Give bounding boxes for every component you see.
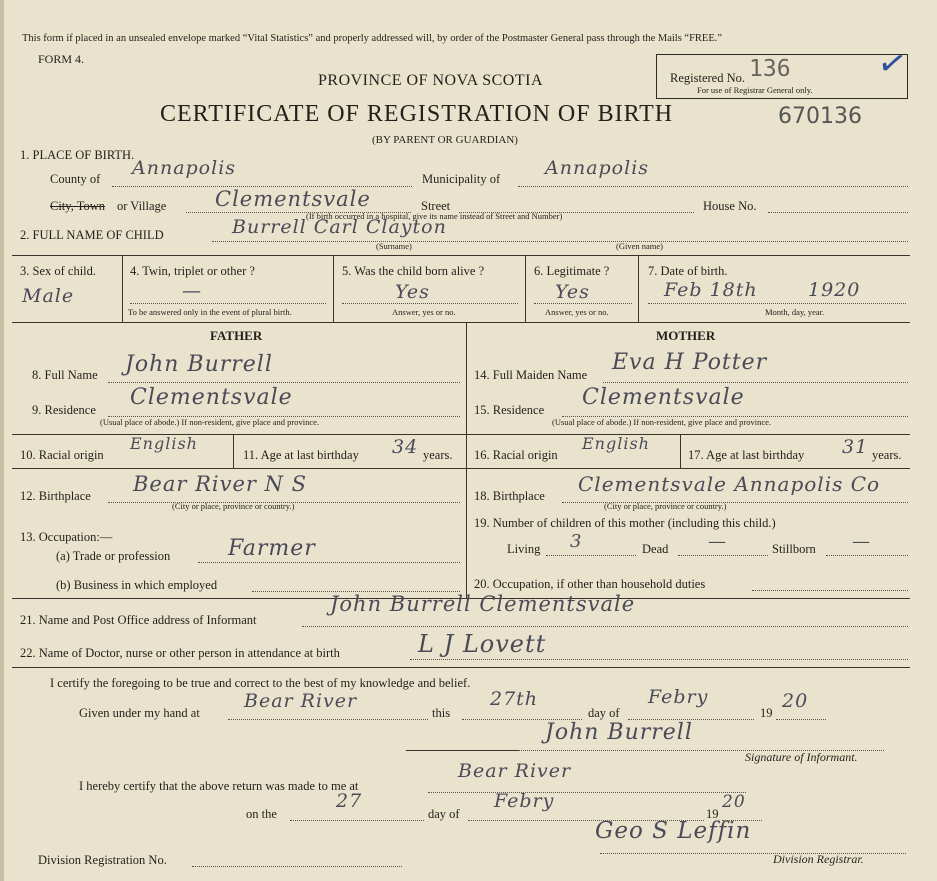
child-name-label: 2. FULL NAME OF CHILD (20, 228, 164, 242)
mother-residence-note: (Usual place of abode.) If non-resident, give place and province. (552, 417, 772, 427)
street-label: Street (421, 199, 451, 213)
registered-label: Registered No. (670, 71, 745, 85)
occupation-label: 13. Occupation:— (20, 530, 113, 544)
title-number: 670136 (778, 104, 862, 129)
doctor-value: L J Lovett (418, 630, 547, 658)
date-of-birth-label: 7. Date of birth. (648, 264, 728, 278)
registrar-signature: Geo S Leffin (595, 818, 752, 844)
province-heading: PROVINCE OF NOVA SCOTIA (318, 72, 544, 89)
mother-name-value: Eva H Potter (612, 350, 768, 375)
date-of-birth-value: Feb 18th (664, 279, 758, 301)
registrar-only-note: For use of Registrar General only. (697, 85, 813, 95)
hospital-note: (If birth occurred in a hospital, give its name instead of Street and Number) (306, 211, 563, 221)
postal-notice: This form if placed in an unsealed envelope marked “Vital Statistics” and properly addressed will, by order of the Postmaster General pass through the Mails “FREE.” (22, 33, 723, 44)
given-year-value: 20 (782, 690, 809, 712)
legitimate-label: 6. Legitimate ? (534, 264, 610, 278)
father-name-label: 8. Full Name (32, 368, 98, 382)
given-under-label: Given under my hand at (79, 706, 200, 720)
date-of-birth-note: Month, day, year. (765, 307, 825, 317)
father-age-label: 11. Age at last birthday (243, 448, 359, 462)
division-registrar-label: Division Registrar. (773, 852, 864, 866)
father-race-value: English (130, 434, 198, 453)
registration-month-value: Febry (494, 790, 555, 812)
mother-age-value: 31 (842, 436, 869, 458)
certify-text: I certify the foregoing to be true and correct to the best of my knowledge and belief. (50, 676, 471, 690)
city-town-label: City, Town (50, 199, 106, 213)
twin-note: To be answered only in the event of plural birth. (128, 307, 292, 317)
county-label: County of (50, 172, 101, 186)
informant-signature: John Burrell (545, 720, 693, 745)
father-birthplace-label: 12. Birthplace (20, 489, 91, 503)
father-birthplace-value: Bear River N S (133, 472, 308, 496)
father-birthplace-note: (City or place, province or country.) (172, 501, 295, 511)
surname-note: (Surname) (376, 241, 412, 251)
municipality-label: Municipality of (422, 172, 501, 186)
on-the-label: on the (246, 807, 277, 821)
stillborn-label: Stillborn (772, 542, 816, 556)
registered-number-stamp: 136 (749, 56, 791, 82)
living-value: 3 (570, 531, 583, 552)
mother-birthplace-value: Clementsvale Annapolis Co (578, 472, 881, 496)
living-label: Living (507, 542, 541, 556)
father-age-unit: years. (423, 448, 453, 462)
place-heading: 1. PLACE OF BIRTH. (20, 148, 135, 162)
twin-value: — (182, 280, 202, 302)
born-alive-label: 5. Was the child born alive ? (342, 264, 485, 278)
mother-age-label: 17. Age at last birthday (688, 448, 805, 462)
children-count-label: 19. Number of children of this mother (including this child.) (474, 516, 776, 530)
given-year-prefix: 19 (760, 706, 773, 720)
mother-name-label: 14. Full Maiden Name (474, 368, 588, 382)
given-day-value: 27th (490, 688, 539, 710)
mother-residence-label: 15. Residence (474, 403, 545, 417)
dead-label: Dead (642, 542, 669, 556)
registered-box (656, 54, 908, 99)
given-name-note: (Given name) (616, 241, 663, 251)
father-residence-note: (Usual place of abode.) If non-resident, give place and province. (100, 417, 320, 427)
check-mark: ✓ (874, 43, 910, 86)
father-residence-value: Clementsvale (130, 385, 293, 410)
father-heading: FATHER (210, 328, 263, 343)
informant-label: 21. Name and Post Office address of Informant (20, 613, 257, 627)
mother-heading: MOTHER (656, 328, 716, 343)
business-label: (b) Business in which employed (56, 578, 218, 592)
twin-label: 4. Twin, triplet or other ? (130, 264, 255, 278)
informant-signature-label: Signature of Informant. (745, 750, 858, 764)
mother-race-value: English (582, 434, 650, 453)
trade-label: (a) Trade or profession (56, 549, 171, 563)
dead-value: — (708, 531, 727, 552)
stillborn-value: — (852, 531, 871, 552)
county-value: Annapolis (132, 157, 237, 179)
mother-residence-value: Clementsvale (582, 385, 745, 410)
born-alive-note: Answer, yes or no. (392, 307, 456, 317)
sex-value: Male (22, 285, 75, 307)
registration-place-value: Bear River (458, 760, 572, 782)
registration-year-value: 20 (722, 792, 746, 812)
mother-age-unit: years. (872, 448, 902, 462)
mother-birthplace-label: 18. Birthplace (474, 489, 545, 503)
municipality-value: Annapolis (545, 157, 650, 179)
village-value: Clementsvale (215, 187, 371, 211)
father-name-value: John Burrell (125, 352, 273, 377)
mother-race-label: 16. Racial origin (474, 448, 558, 462)
father-age-value: 34 (392, 436, 419, 458)
registration-day-value: 27 (336, 790, 363, 812)
page-edge (0, 0, 4, 881)
registration-day-of-label: day of (428, 807, 460, 821)
certificate-title: CERTIFICATE OF REGISTRATION OF BIRTH (160, 101, 674, 127)
registration-text: I hereby certify that the above return was made to me at (79, 779, 359, 793)
father-residence-label: 9. Residence (32, 403, 96, 417)
division-registration-label: Division Registration No. (38, 853, 167, 867)
given-month-value: Febry (648, 686, 709, 708)
mother-occupation-label: 20. Occupation, if other than household duties (474, 577, 706, 591)
registration-year-prefix: 19 (706, 807, 719, 821)
trade-value: Farmer (228, 536, 316, 561)
born-alive-value: Yes (395, 281, 430, 303)
doctor-label: 22. Name of Doctor, nurse or other person in attendance at birth (20, 646, 340, 660)
this-label: this (432, 706, 451, 720)
certificate-subtitle: (BY PARENT OR GUARDIAN) (372, 134, 518, 146)
legitimate-note: Answer, yes or no. (545, 307, 609, 317)
father-race-label: 10. Racial origin (20, 448, 104, 462)
sex-label: 3. Sex of child. (20, 264, 97, 278)
legitimate-value: Yes (555, 281, 590, 303)
mother-birthplace-note: (City or place, province or country.) (604, 501, 727, 511)
house-no-label: House No. (703, 199, 757, 213)
child-name-value: Burrell Carl Clayton (232, 216, 447, 238)
date-of-birth-year: 1920 (808, 279, 861, 301)
given-place-value: Bear River (244, 690, 358, 712)
village-label: or Village (117, 199, 167, 213)
informant-value: John Burrell Clementsvale (330, 592, 636, 616)
form-number: FORM 4. (38, 52, 85, 66)
day-of-label: day of (588, 706, 620, 720)
